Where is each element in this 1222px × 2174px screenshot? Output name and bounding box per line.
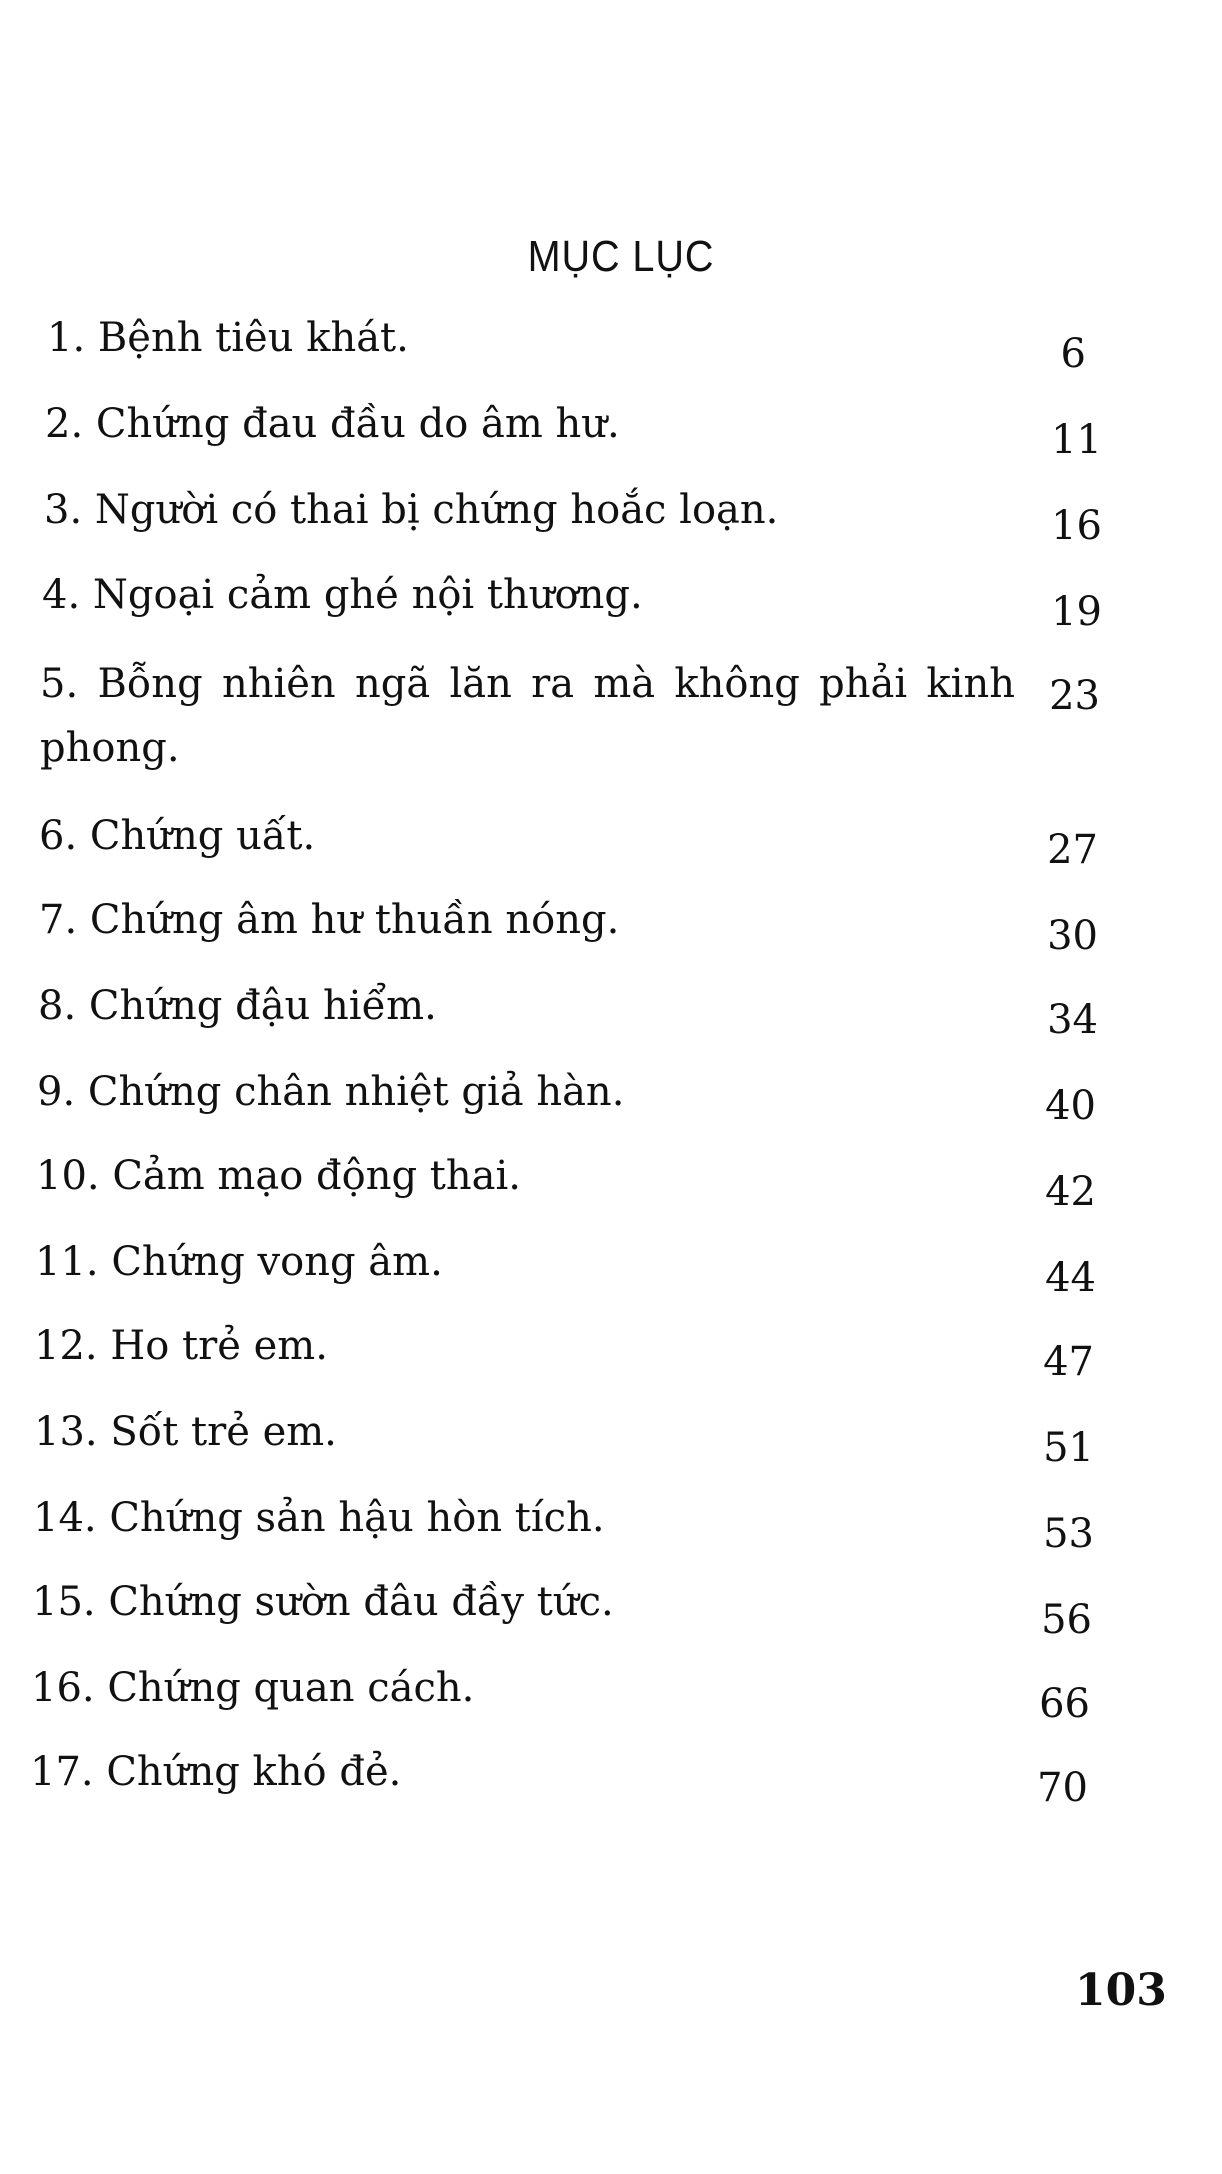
toc-entry [39, 804, 315, 868]
toc-entry-title: 2. Chứng đau đầu do âm hư. [45, 401, 620, 447]
toc-entry [39, 888, 619, 952]
toc-entry-page: 70 [1037, 1765, 1088, 1811]
toc-entry-title: 3. Người có thai bị chứng hoắc loạn. [44, 487, 779, 533]
toc-entry-page: 51 [1043, 1425, 1094, 1471]
toc-entry-title: 15. Chứng sườn đâu đầy tức. [32, 1579, 614, 1625]
toc-entry-page: 23 [1049, 673, 1100, 719]
toc-entry [34, 1314, 328, 1378]
toc-entry [32, 1570, 614, 1634]
toc-entry-title: 11. Chứng vong âm. [35, 1239, 443, 1285]
toc-entry-page: 47 [1043, 1339, 1094, 1385]
toc-entry [40, 652, 1015, 780]
toc-entry [45, 392, 620, 456]
toc-entry-title: 13. Sốt trẻ em. [34, 1409, 337, 1455]
toc-entry [31, 1656, 474, 1720]
toc-entry-title: 4. Ngoại cảm ghé nội thương. [42, 572, 643, 618]
toc-entry-title: 8. Chứng đậu hiểm. [38, 983, 437, 1029]
toc-entry [44, 478, 778, 542]
toc-entry-page: 34 [1047, 997, 1098, 1043]
toc-entry-page: 40 [1045, 1083, 1096, 1129]
toc-entry [37, 1060, 624, 1124]
toc-entry-title: 9. Chứng chân nhiệt giả hàn. [37, 1069, 625, 1115]
toc-entry [42, 563, 643, 627]
toc-entry-title: 12. Ho trẻ em. [34, 1323, 328, 1369]
toc-entry-page: 19 [1051, 589, 1102, 635]
toc-entry-title: 1. Bệnh tiêu khát. [47, 315, 409, 361]
toc-entry-page: 53 [1043, 1511, 1094, 1557]
toc-entry-title: 17. Chứng khó đẻ. [30, 1749, 402, 1795]
toc-entry [38, 974, 437, 1038]
toc-entry-page: 16 [1051, 503, 1102, 549]
toc-entry [36, 1144, 521, 1208]
toc-entry-page: 42 [1045, 1169, 1096, 1215]
toc-entry-page: 11 [1051, 417, 1102, 463]
toc-entry-page: 66 [1039, 1681, 1090, 1727]
toc-entry [35, 1230, 443, 1294]
toc-entry-title: 7. Chứng âm hư thuần nóng. [39, 897, 620, 943]
page-number: 103 [1075, 1965, 1167, 2016]
toc-entry-page: 6 [1060, 331, 1086, 377]
toc-entry-title: 5. Bỗng nhiên ngã lăn ra mà không phải kinh phong. [40, 661, 1015, 771]
toc-entry-title: 6. Chứng uất. [39, 813, 316, 859]
toc-entry-page: 56 [1041, 1597, 1092, 1643]
toc-entry [30, 1740, 401, 1804]
page-title: MỤC LỤC [527, 232, 715, 281]
toc-entry-page: 30 [1047, 913, 1098, 959]
toc-entry-page: 27 [1047, 827, 1098, 873]
toc-entry-page: 44 [1045, 1255, 1096, 1301]
toc-entry [33, 1486, 605, 1550]
toc-entry [34, 1400, 337, 1464]
toc-entry-title: 16. Chứng quan cách. [31, 1665, 475, 1711]
toc-entry-title: 14. Chứng sản hậu hòn tích. [33, 1495, 605, 1541]
toc-entry [47, 306, 409, 370]
toc-entry-title: 10. Cảm mạo động thai. [36, 1153, 521, 1199]
